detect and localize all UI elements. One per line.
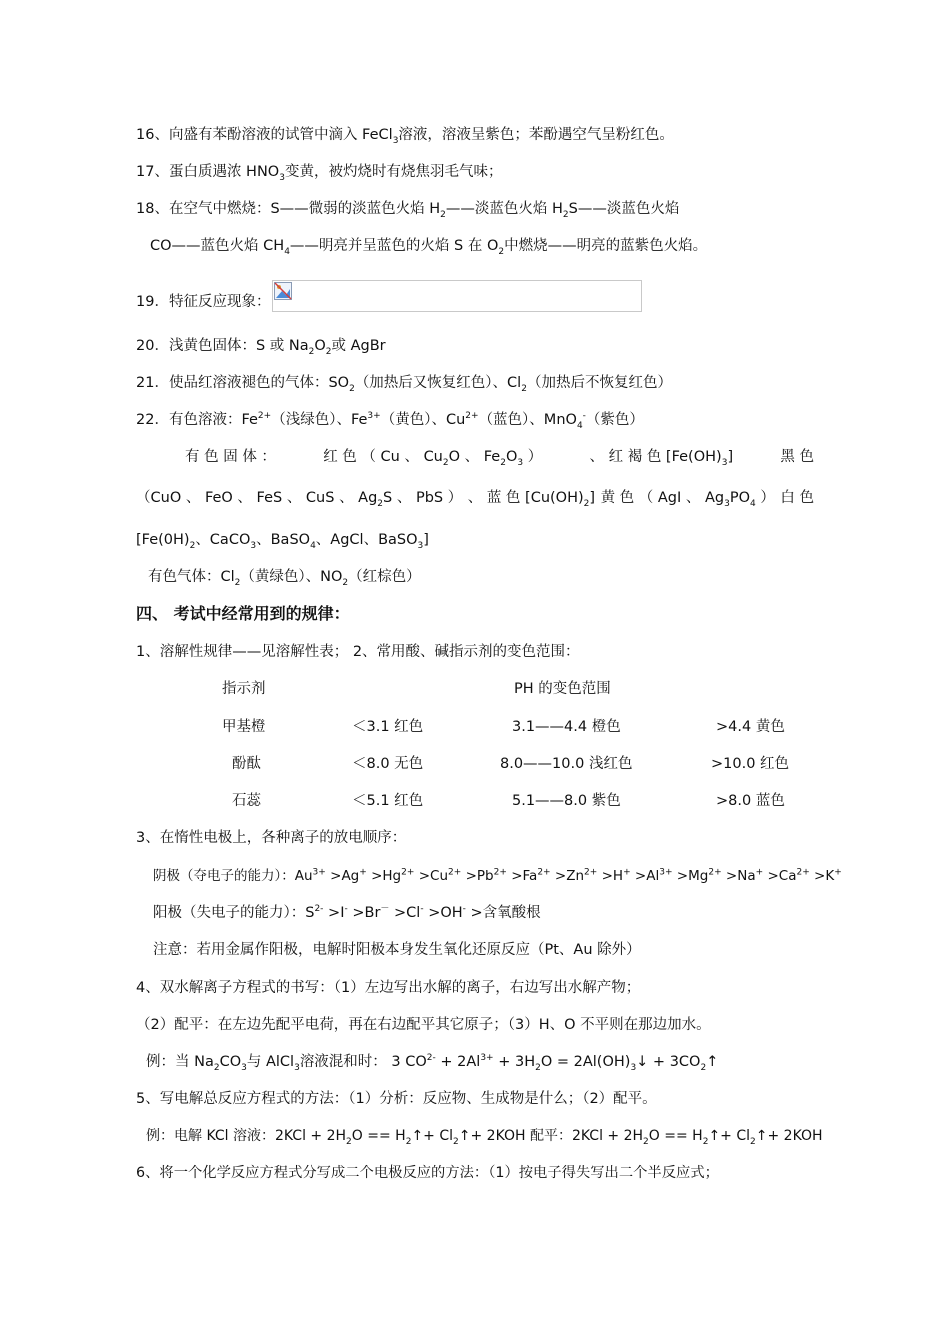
ion-symbol: Fa: [522, 868, 538, 884]
line-20: 20．浅黄色固体：S 或 $Na_2O_2$或 AgBr: [136, 338, 386, 357]
ion-charge: 3+: [659, 867, 673, 878]
ion-charge: 2+: [708, 867, 722, 878]
cathode-series: $Au^{3+} >Ag^+ >Hg^{2+} >Cu^{2+} >Pb^{2+} >Fa^{2+} >Zn^{2+} >H^+ >Al^{3+} >Mg^{2+} >Na^+ >Ca^{2+} >K^+$: [294, 867, 842, 884]
table-header-indicator: 指示剂: [222, 681, 266, 697]
example-hydrolysis: 例：当 $Na_2CO_3$与 AlCl$_3$溶液混和时： 3 $CO^{2-} + 2Al^{3+} + 3H_2O$ = $2Al(OH)_3↓$ + $3CO_2↑$: [146, 1053, 719, 1073]
rule-4: 4、双水解离子方程式的书写：（1）左边写出水解的离子，右边写出水解产物；: [136, 980, 641, 996]
ion-charge: 3+: [312, 867, 326, 878]
table-cell: 8.0——10.0 浅红色: [500, 756, 633, 772]
ion-symbol: Al: [646, 868, 660, 884]
ion-symbol: K: [825, 868, 835, 884]
broken-image-placeholder: [272, 280, 642, 312]
section-heading-4: 四、 考试中经常用到的规律：: [136, 604, 350, 623]
table-cell: >4.4 黄色: [716, 719, 785, 735]
line-18: 18、在空气中燃烧：S——微弱的淡蓝色火焰 $H_2——$淡蓝色火焰 $H_2S——$淡蓝色火焰: [136, 201, 680, 220]
rule-5: 5、写电解总反应方程式的方法：（1）分析：反应物、生成物是什么；（2）配平。: [136, 1091, 657, 1107]
rule-4-cont: （2）配平：在左边先配平电荷，再在右边配平其它原子；（3）H、O 不平则在那边加水。: [136, 1017, 711, 1033]
table-cell: ＜3.1 红色: [352, 719, 424, 735]
table-cell: ＜8.0 无色: [352, 756, 424, 772]
colored-solids-line-1: 有 色 固 体 ： 红 色 （ Cu 、 $Cu_2O$ 、 $Fe_2O_3$ ） 、 红 褐 色 $[Fe(OH)_3]$ 黑 色: [185, 449, 814, 468]
colored-solids-line-2: （CuO 、 FeO 、 FeS 、 CuS 、 $Ag_2S$ 、 PbS ） 、 蓝 色 $[Cu(OH)_2]$ 黄 色 （ AgI 、 $Ag_3PO_4$ ） 白 色: [136, 490, 814, 509]
table-cell: ＜5.1 红色: [352, 793, 424, 809]
ion-charge: 2+: [537, 867, 551, 878]
ion-charge: 2+: [584, 867, 598, 878]
ion-symbol: Pb: [476, 868, 494, 884]
ion-symbol: Mg: [688, 868, 709, 884]
line-16: 16、向盛有苯酚溶液的试管中滴入 FeCl$_3$溶液，溶液呈紫色；苯酚遇空气呈粉红色。: [136, 127, 674, 146]
line-19: 19．特征反应现象：: [136, 286, 642, 318]
table-cell: >10.0 红色: [711, 756, 790, 772]
ion-charge: +: [359, 867, 367, 878]
ion-charge: 2+: [493, 867, 507, 878]
rule-1: 1、溶解性规律——见溶解性表； 2、常用酸、碱指示剂的变色范围：: [136, 644, 580, 660]
ion-symbol: Au: [294, 868, 313, 884]
ion-symbol: H: [612, 868, 624, 884]
ion-charge: 2+: [401, 867, 415, 878]
ion-symbol: Ca: [778, 868, 797, 884]
line-17: 17、蛋白质遇浓 $HNO_3$变黄，被灼烧时有烧焦羽毛气味；: [136, 164, 503, 183]
colored-solids-line-3: [$Fe(0H)_2$、CaCO$_3$、BaSO$_4$、AgCl、BaSO$_3$]: [136, 532, 429, 551]
rule-6: 6、将一个化学反应方程式分写成二个电极反应的方法：（1）按电子得失写出二个半反应式；: [136, 1165, 719, 1181]
ion-symbol: Hg: [382, 868, 402, 884]
ion-symbol: Ag: [341, 868, 360, 884]
table-cell: 5.1——8.0 紫色: [512, 793, 621, 809]
table-cell: 酚酞: [232, 756, 261, 772]
example-electrolysis: 例：电解 KCl 溶液：$2KCl + 2H_2O$ == $H_2↑+$ $Cl_2↑+ 2KOH$ 配平：$2KCl + 2H_2O$ == $H_2↑+$ $Cl_2↑+ 2KOH$: [146, 1128, 823, 1147]
ion-charge: 2+: [448, 867, 462, 878]
table-cell: 3.1——4.4 橙色: [512, 719, 621, 735]
line-21: 21．使品红溶液褪色的气体：$SO_2$（加热后又恢复红色）、$Cl_2$（加热后不恢复红色）: [136, 375, 672, 394]
ion-symbol: Zn: [566, 868, 585, 884]
ion-charge: 2+: [796, 867, 810, 878]
note-line: 注意：若用金属作阳极，电解时阳极本身发生氧化还原反应（Pt、Au 除外）: [153, 942, 641, 958]
ion-charge: +: [623, 867, 631, 878]
broken-image-icon: [274, 282, 292, 300]
line-22: 22．有色溶液：$Fe^{2+}$（浅绿色）、$Fe^{3+}$（黄色）、$Cu^{2+}$（蓝色）、MnO$_4$-（紫色）: [136, 411, 644, 431]
colored-gases-line: 有色气体：$Cl_2$（黄绿色）、$NO_2$（红棕色）: [148, 569, 421, 588]
cathode-order: 阴极（夺电子的能力）：$Au^{3+} >Ag^+ >Hg^{2+} >Cu^{2+} >Pb^{2+} >Fa^{2+} >Zn^{2+} >H^+ >Al^{3+} >Mg^{2+} >Na^+ >Ca^{2+} >K^+$: [153, 867, 842, 884]
table-cell: >8.0 蓝色: [716, 793, 785, 809]
ion-symbol: Cu: [430, 868, 449, 884]
table-header-ph-range: PH 的变色范围: [514, 681, 611, 697]
rule-3: 3、在惰性电极上，各种离子的放电顺序：: [136, 830, 407, 846]
line-18-cont: CO——蓝色火焰 $CH_4——$明亮并呈蓝色的火焰 S 在 $O_2$中燃烧——明亮的蓝紫色火焰。: [150, 238, 708, 257]
table-cell: 甲基橙: [222, 719, 266, 735]
ion-charge: +: [755, 867, 764, 878]
ion-symbol: Na: [737, 868, 756, 884]
table-cell: 石蕊: [232, 793, 261, 809]
anode-order: 阳极（失电子的能力）：$S^{2-} >I^- >Br^- >Cl^- >OH^-$ >含氧酸根: [153, 904, 541, 921]
ion-charge: +: [834, 867, 842, 878]
